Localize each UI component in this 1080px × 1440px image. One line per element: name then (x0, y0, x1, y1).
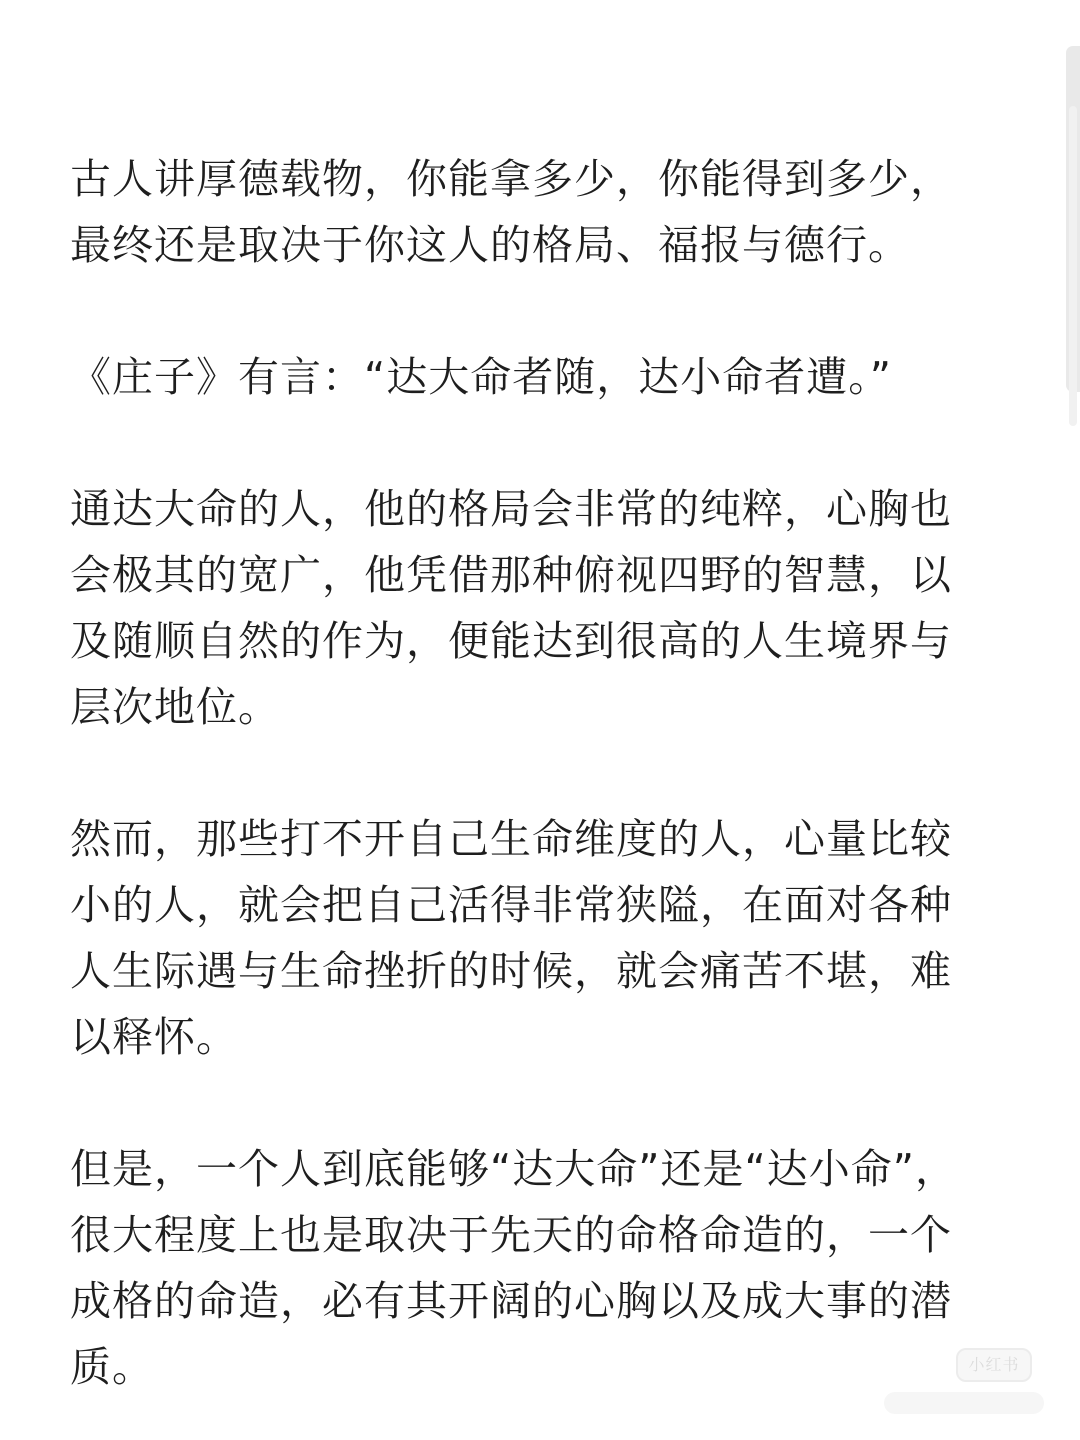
paragraph-4 (70, 806, 1000, 1070)
text-line: 人生际遇与生命挫折的时候，就会痛苦不堪，难 (70, 947, 952, 995)
scrollbar-thumb[interactable] (1069, 106, 1077, 426)
watermark-logo: 小红书 (956, 1348, 1032, 1382)
text-line: 质。 (70, 1343, 154, 1391)
text-line: 然而，那些打不开自己生命维度的人，心量比较 (70, 815, 952, 863)
article-body (70, 146, 1000, 1440)
paragraph-3 (70, 476, 1000, 740)
text-line: 但是，一个人到底能够“达大命”还是“达小命”， (70, 1145, 957, 1193)
text-line: 小的人，就会把自己活得非常狭隘，在面对各种 (70, 881, 952, 929)
text-line: 《庄子》有言：“达大命者随，达小命者遭。” (70, 353, 892, 401)
text-line: 及随顺自然的作为，便能达到很高的人生境界与 (70, 617, 952, 665)
text-line: 古人讲厚德载物，你能拿多少，你能得到多少， (70, 155, 952, 203)
paragraph-1 (70, 146, 1000, 278)
text-line: 层次地位。 (70, 683, 280, 731)
watermark-id-bar (884, 1392, 1044, 1414)
text-line: 以释怀。 (70, 1013, 238, 1061)
text-line: 通达大命的人，他的格局会非常的纯粹，心胸也 (70, 485, 952, 533)
text-line: 会极其的宽广，他凭借那种俯视四野的智慧，以 (70, 551, 952, 599)
paragraph-2-quote (70, 344, 1000, 410)
text-line: 成格的命造，必有其开阔的心胸以及成大事的潜 (70, 1277, 952, 1325)
scrollbar[interactable] (1066, 46, 1080, 392)
text-line: 很大程度上也是取决于先天的命格命造的，一个 (70, 1211, 952, 1259)
text-line: 最终还是取决于你这人的格局、福报与德行。 (70, 221, 910, 269)
paragraph-5 (70, 1136, 1000, 1400)
